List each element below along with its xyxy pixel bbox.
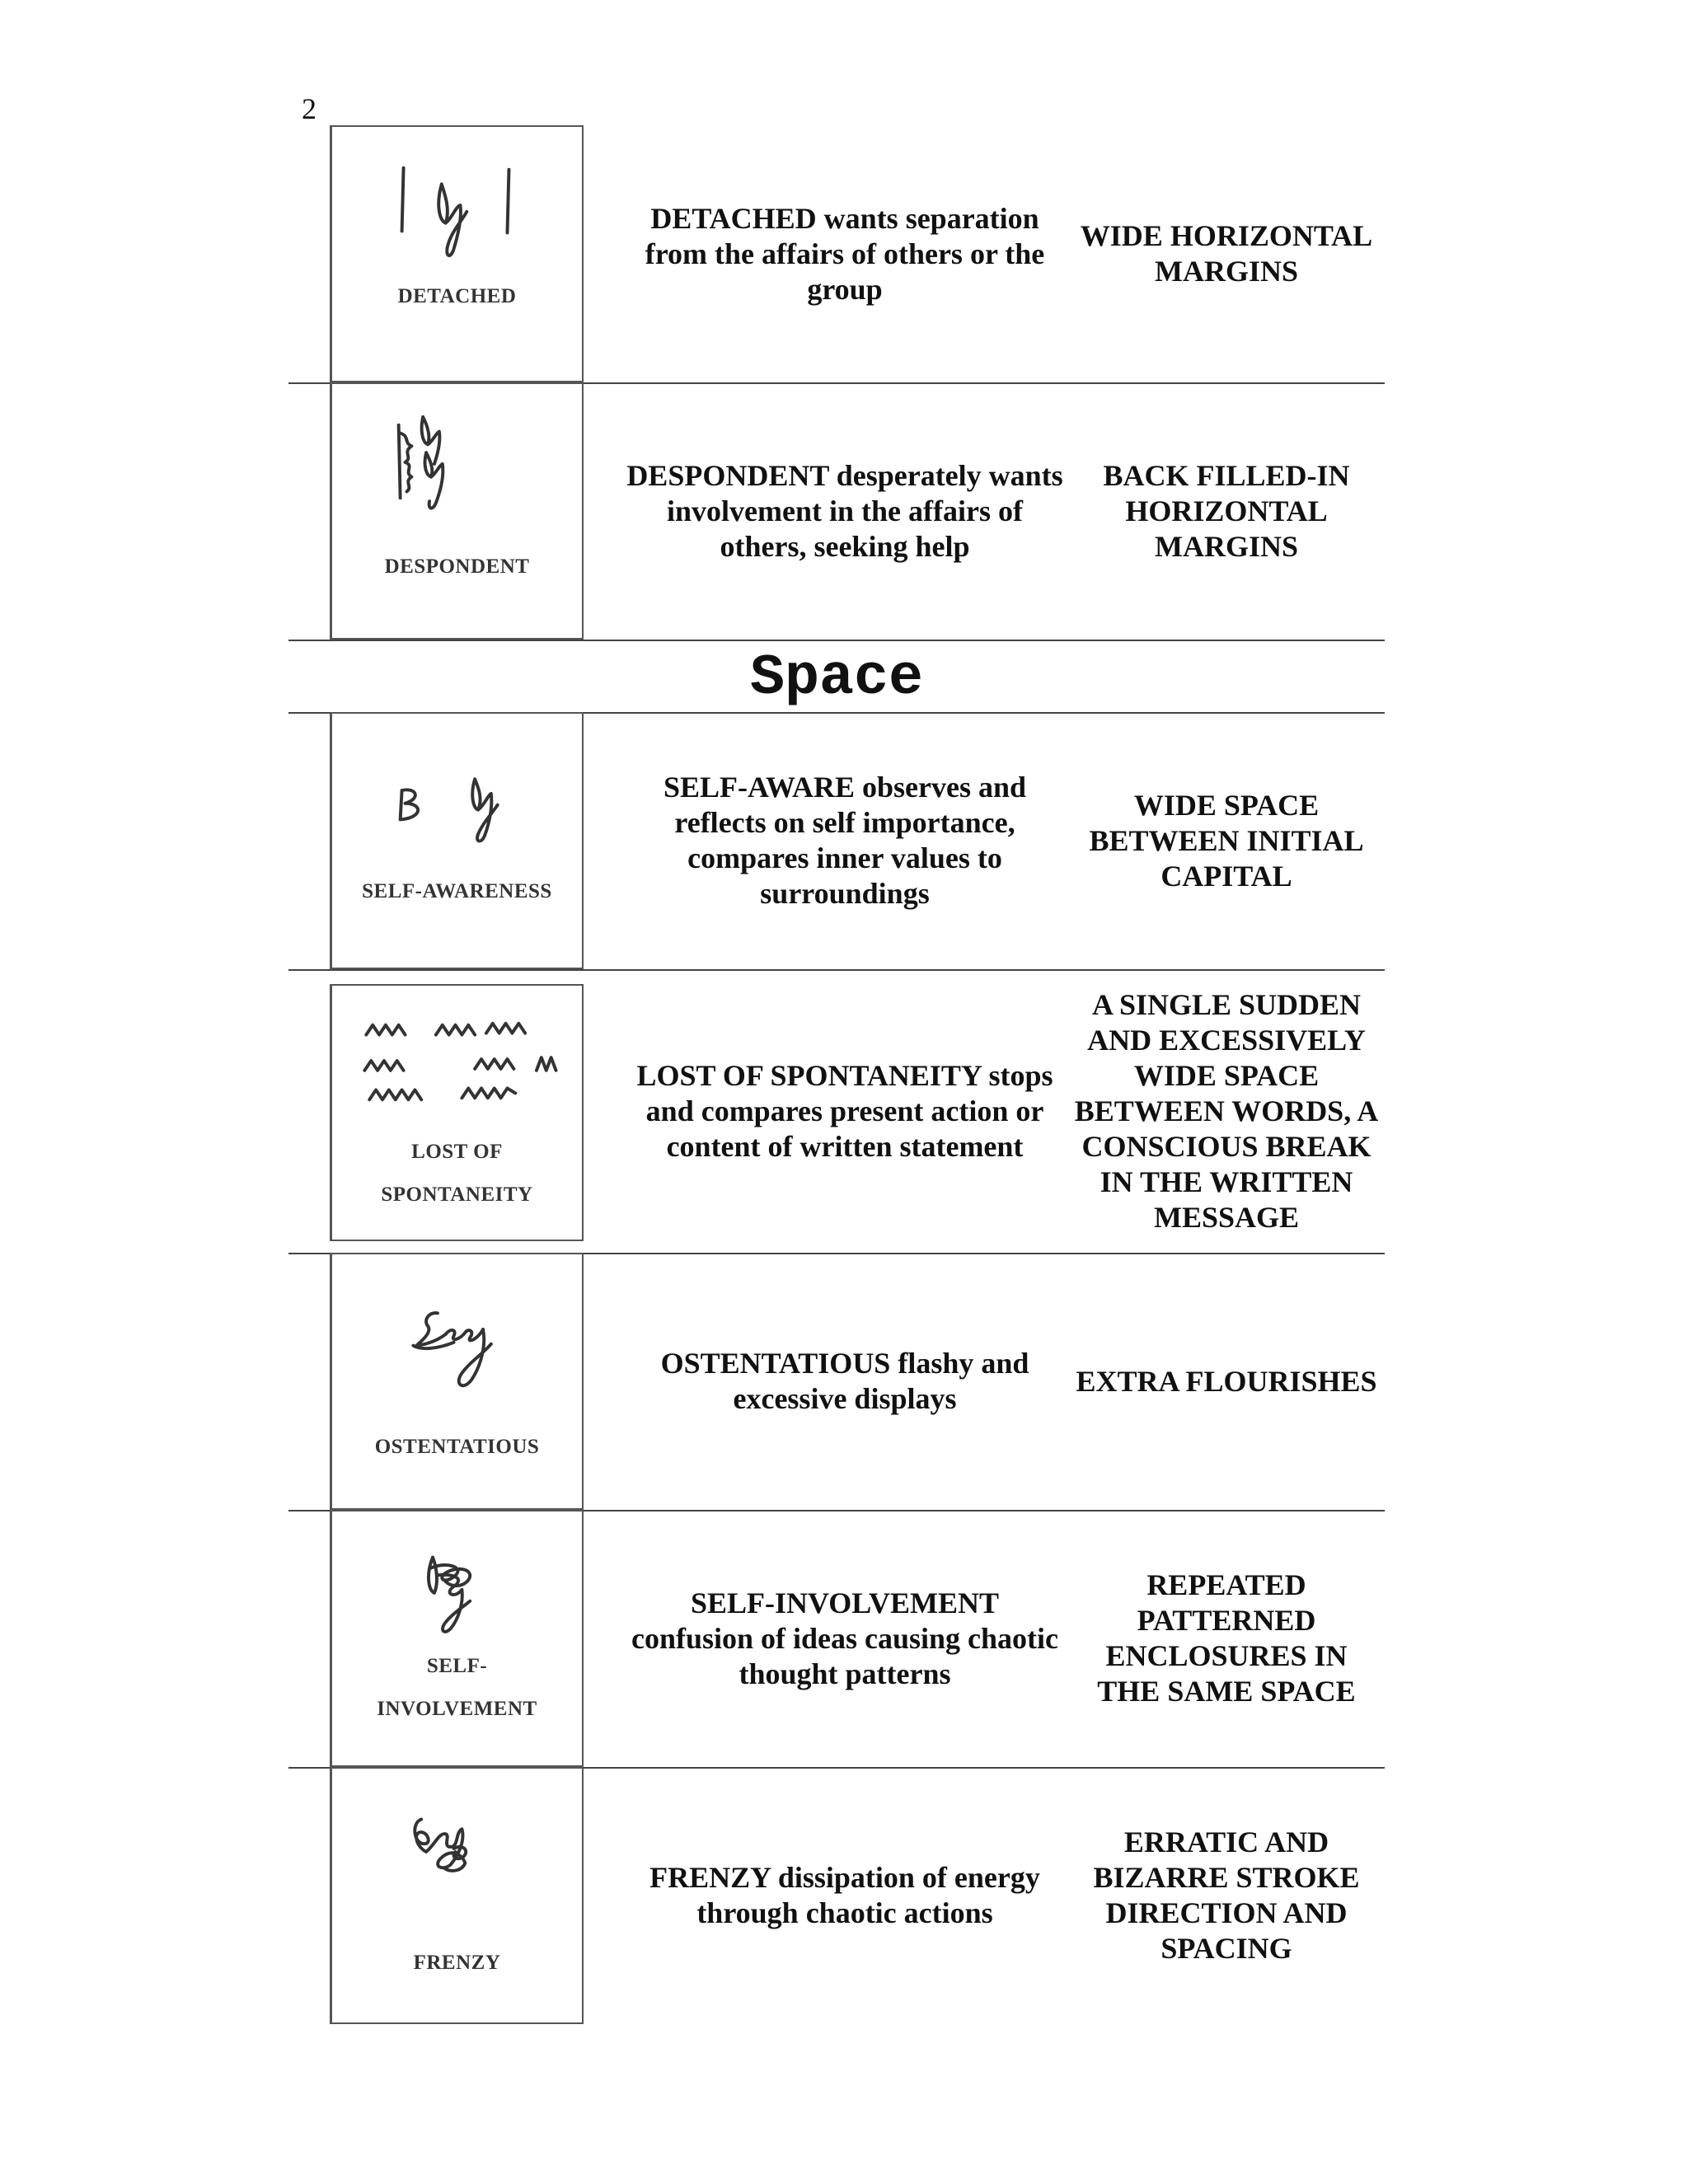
graphology-sign: ERRATIC AND BIZARRE STROKE DIRECTION AND SPACING xyxy=(1093,1825,1360,1965)
graphology-sign: WIDE SPACE BETWEEN INITIAL CAPITAL xyxy=(1089,788,1364,893)
trait-description: LOST OF SPONTANEITY stops and compares present action or content of written statement xyxy=(636,1058,1053,1163)
trait-description: DETACHED wants separation from the affairs of others or the group xyxy=(645,201,1045,306)
handwriting-ostentatious-image xyxy=(332,1254,582,1508)
trait-description: SELF-AWARE observes and reflects on self importance, compares inner values to surroundings xyxy=(663,771,1027,910)
handwriting-sample-self-awareness xyxy=(330,712,584,969)
graphology-sign: WIDE HORIZONTAL MARGINS xyxy=(1080,219,1373,288)
graphology-sign: BACK FILLED-IN HORIZONTAL MARGINS xyxy=(1103,458,1350,563)
handwriting-detached-image xyxy=(332,127,582,381)
section-title: Space xyxy=(749,645,924,711)
handwriting-sample-frenzy xyxy=(330,1767,584,2024)
sample-label: OSTENTATIOUS xyxy=(374,1436,540,1458)
sample-label: FRENZY xyxy=(413,1952,501,1974)
sample-label: SELF- xyxy=(426,1655,488,1677)
handwriting-sample-detached xyxy=(330,125,584,382)
trait-description: SELF-INVOLVEMENT confusion of ideas causing chaotic thought patterns xyxy=(631,1586,1059,1690)
sample-label: LOST OF xyxy=(411,1141,503,1163)
sample-label: INVOLVEMENT xyxy=(377,1698,537,1720)
handwriting-sample-lost-of-spontaneity xyxy=(330,984,584,1241)
graphology-sign: REPEATED PATTERNED ENCLOSURES IN THE SAME SPACE xyxy=(1097,1568,1356,1708)
sample-label: SELF-AWARENESS xyxy=(362,880,552,902)
handwriting-self-awareness-image xyxy=(332,714,582,968)
graphology-sign: A SINGLE SUDDEN AND EXCESSIVELY WIDE SPACE BETWEEN WORDS, A CONSCIOUS BREAK IN THE WRITTEN MESSAGE xyxy=(1074,987,1379,1234)
trait-description: FRENZY dissipation of energy through chaotic actions xyxy=(649,1861,1040,1929)
page-number: 2 xyxy=(302,92,316,125)
handwriting-despondent-image xyxy=(332,384,582,638)
trait-description: OSTENTATIOUS flashy and excessive displays xyxy=(660,1347,1029,1415)
sample-label: DETACHED xyxy=(397,285,517,307)
graphology-sign: EXTRA FLOURISHES xyxy=(1076,1364,1377,1398)
trait-description: DESPONDENT desperately wants involvement in the affairs of others, seeking help xyxy=(626,458,1063,563)
handwriting-sample-despondent xyxy=(330,382,584,640)
sample-label: SPONTANEITY xyxy=(381,1183,533,1206)
row-divider xyxy=(288,640,1385,641)
handwriting-sample-ostentatious xyxy=(330,1253,584,1510)
handwriting-sample-self-involvement xyxy=(330,1510,584,1767)
sample-label: DESPONDENT xyxy=(384,555,530,578)
